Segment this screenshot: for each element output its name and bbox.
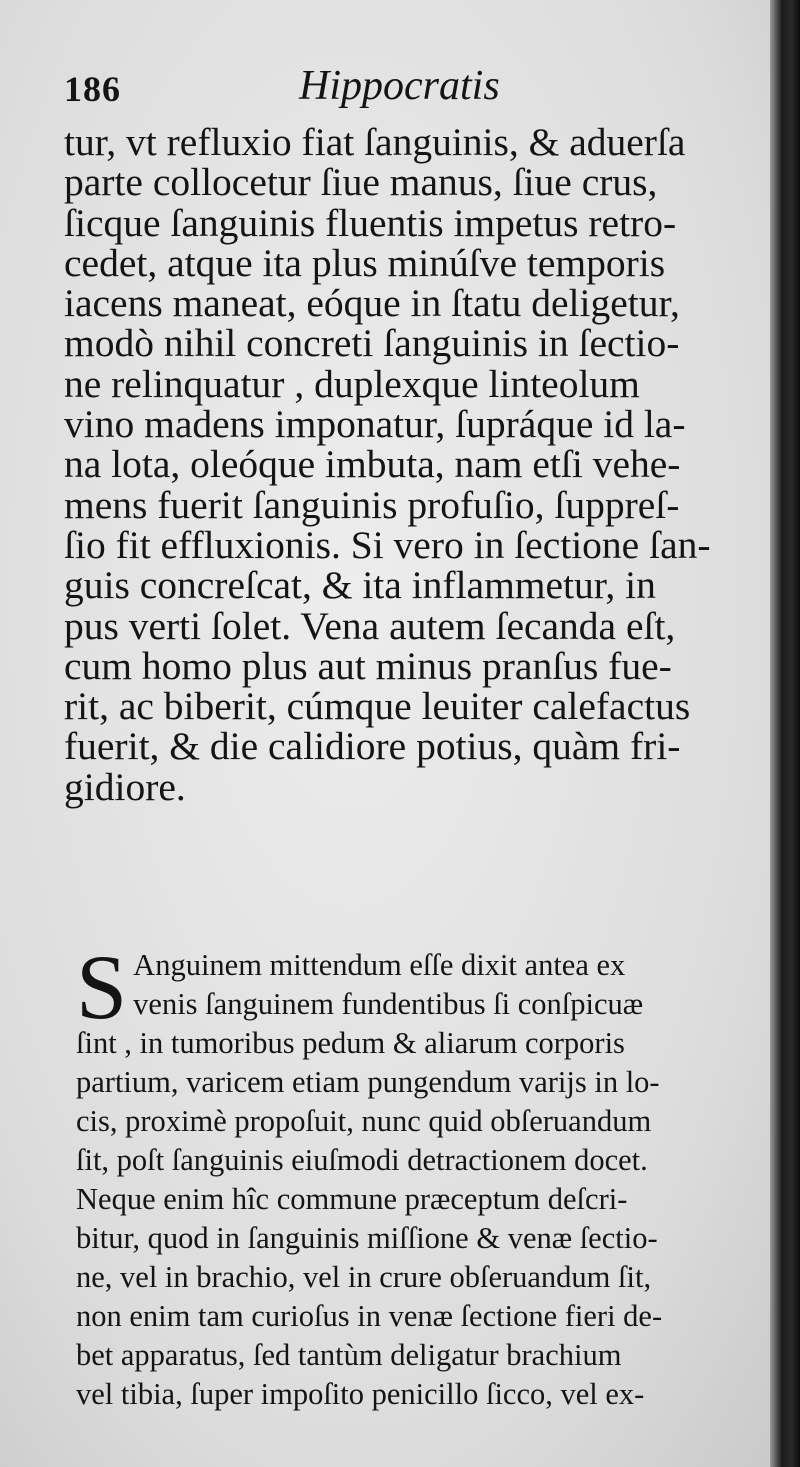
text-line: na lota, oleóque imbuta, nam etſi vehe- — [64, 442, 681, 487]
text-line: tur, vt refluxio fiat ſanguinis, & aduerſa — [64, 120, 686, 164]
text-line: ſio fit effluxionis. Si vero in ſectione ſan- — [64, 522, 711, 567]
page-number: 186 — [64, 69, 121, 109]
book-gutter — [770, 0, 800, 1467]
commentary-block — [76, 936, 736, 1414]
text-line: iacens maneat, eóque in ſtatu deligetur, — [64, 281, 680, 326]
running-head — [64, 60, 524, 120]
text-line: parte collocetur ſiue manus, ſiue crus, — [64, 160, 658, 205]
text-line: guis concreſcat, & ita inflammetur, in — [64, 563, 656, 608]
commentary-line: non enim tam curioſus in venæ ſectione fieri de- — [76, 1299, 663, 1333]
commentary-line: vel tibia, ſuper impoſito penicillo ſicco, vel ex- — [76, 1377, 645, 1411]
text-line: pus verti ſolet. Vena autem ſecanda eſt, — [64, 603, 676, 648]
commentary-line: bet apparatus, ſed tantùm deligatur brachium — [76, 1338, 622, 1372]
commentary-line: bitur, quod in ſanguinis miſſione & venæ ſectio- — [76, 1221, 658, 1255]
commentary-line: Anguinem mittendum eſſe dixit antea ex — [133, 948, 626, 982]
text-line: vino madens imponatur, ſupráque id la- — [64, 402, 686, 447]
text-line: cedet, atque ita plus minúſve temporis — [64, 240, 666, 285]
text-line: mens fuerit ſanguinis profuſio, ſuppreſ- — [64, 482, 680, 527]
text-line: modò nihil concreti ſanguinis in ſectio- — [64, 321, 680, 366]
text-line: rit, ac biberit, cúmque leuiter calefactus — [64, 684, 691, 729]
drop-cap: S — [76, 936, 128, 1038]
text-line: gidiore. — [64, 764, 186, 809]
commentary-line: ſint , in tumoribus pedum & aliarum corporis — [76, 1026, 625, 1060]
main-text-block — [64, 122, 736, 807]
text-line: cum homo plus aut minus pranſus fue- — [64, 643, 672, 688]
running-title: Hippocratis — [299, 63, 500, 109]
commentary-line: ſit, poſt ſanguinis eiuſmodi detractionem docet. — [76, 1143, 648, 1177]
commentary-line: Neque enim hîc commune præceptum deſcri- — [76, 1182, 628, 1216]
commentary-line: ne, vel in brachio, vel in crure obſeruandum ſit, — [76, 1260, 652, 1294]
text-line: ne relinquatur , duplexque linteolum — [64, 361, 640, 406]
commentary-line: partium, varicem etiam pungendum varijs in lo- — [76, 1065, 660, 1099]
commentary-line: venis ſanguinem fundentibus ſi conſpicuæ — [133, 987, 644, 1021]
commentary-line: cis, proximè propoſuit, nunc quid obſeruandum — [76, 1104, 652, 1138]
text-line: ſicque ſanguinis fluentis impetus retro- — [64, 200, 677, 245]
text-line: fuerit, & die calidiore potius, quàm fri- — [64, 724, 681, 769]
